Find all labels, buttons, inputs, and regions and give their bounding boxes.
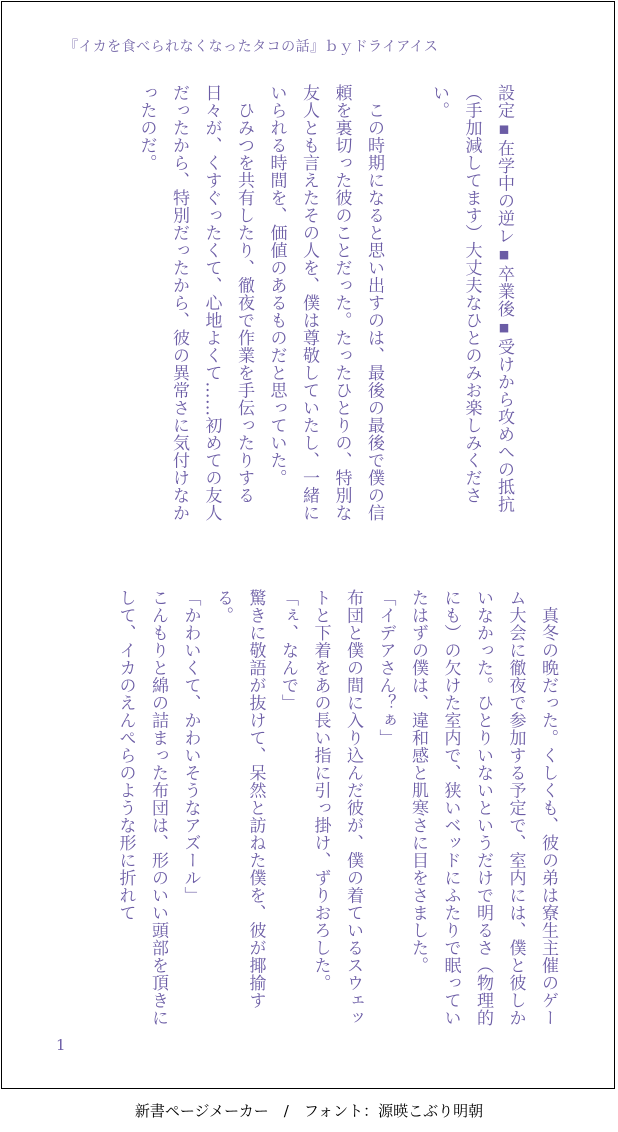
footer-credit: 新書ページメーカー / フォント：源暎こぶり明朝 bbox=[134, 1102, 484, 1120]
text-block-top bbox=[50, 84, 520, 524]
page bbox=[1, 1, 615, 1089]
paragraph-blank bbox=[390, 84, 423, 524]
dialogue-line: 「かわいくて、かわいそうなアズール」 bbox=[180, 589, 201, 904]
document-title: 『イカを食べられなくなったタコの話』ｂｙドライアイス bbox=[64, 39, 439, 55]
paragraph: 布団と僕の間に入り込んだ彼が、僕の着ているスウェットと下着をあの長い指に引っ掛け、ずりおろした。 bbox=[310, 589, 363, 1027]
paragraph: 真冬の晩だった。くしくも、彼の弟は寮生主催のゲーム大会に徹夜で参加する予定で、室内には、僕と彼しかいなかった。ひとりいないというだけで明るさ（物理的にも）の欠けた室内で、狭いベッドにふたりで眠っていたはずの僕は、違和感と肌寒さに目をさました。 bbox=[408, 589, 558, 1027]
paragraph: ひみつを共有したり、徹夜で作業を手伝ったりする日々が、くすぐったくて、心地よくて……初めての友人だったから、特別だったから、彼の異常さに気付けなかったのだ。 bbox=[136, 84, 254, 522]
paragraph: この時期になると思い出すのは、最後の最後で僕の信頼を裏切った彼のことだった。たったひとりの、特別な友人とも言えたその人を、僕は尊敬していたし、一緒にいられる時間を、価値のあるものだと思っていた。 bbox=[266, 84, 384, 522]
text-block-bottom bbox=[50, 589, 564, 1029]
page-number: 1 bbox=[56, 1036, 66, 1054]
dialogue-line: 「ぇ、なんで」 bbox=[278, 589, 298, 712]
dialogue-line: 「イデアさん？ぁ」 bbox=[375, 589, 396, 747]
paragraph: こんもりと綿の詰まった布団は、形のいい頭部を頂きにして、イカのえんぺらのような形に折れて bbox=[115, 589, 168, 1027]
paragraph: 驚きに敬語が抜けて、呆然と訪ねた僕を、彼が揶揄する。 bbox=[213, 589, 266, 1009]
paragraph: 設定▪在学中の逆レ▪卒業後▪受けから攻めへの抵抗（手加減してます）大丈夫なひとのみお楽しみください。 bbox=[429, 84, 514, 513]
